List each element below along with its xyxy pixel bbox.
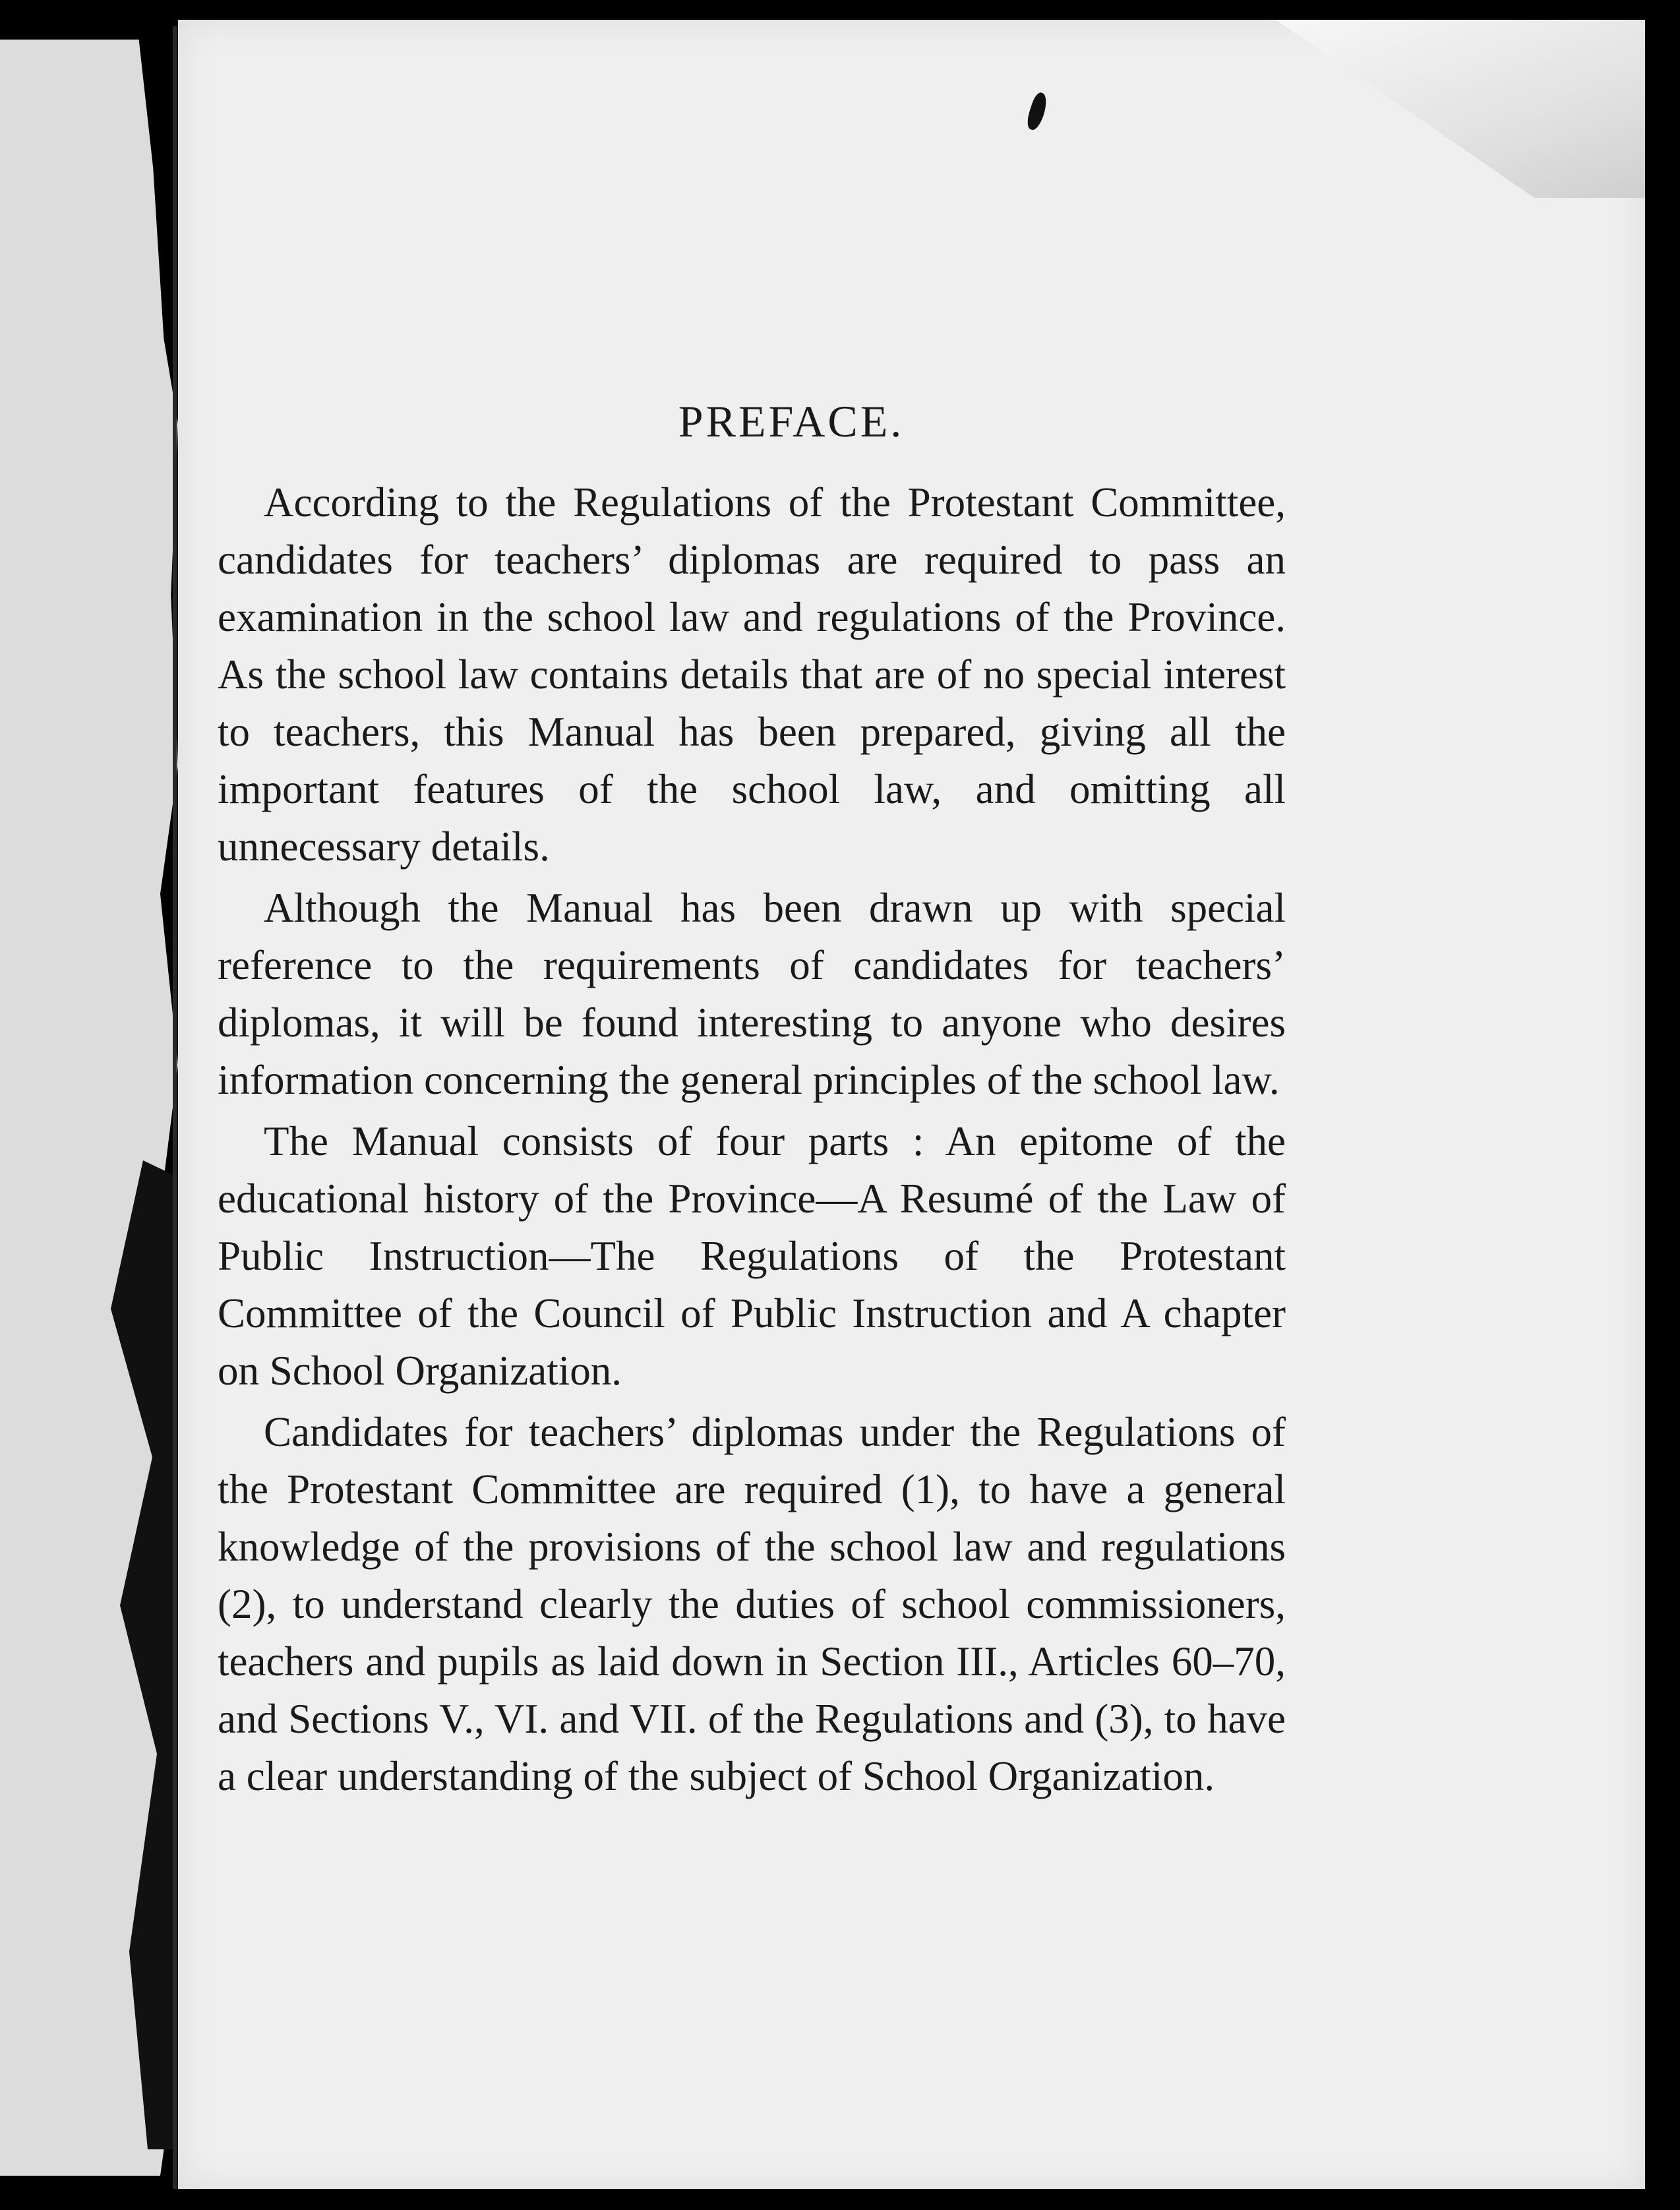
- paragraph: According to the Regulations of the Protestant Committee, candidates for teachers’ diplomas are required to pass an examination in the school law and regulations of the Province. As the school law contains details that are of no special interest to teachers, this Manual has been prepared, giving all the important features of the school law, and omitting all unnecessary details.: [218, 479, 1286, 870]
- paragraph: Although the Manual has been drawn up with special reference to the requirements of candidates for teachers’ diplomas, it will be found interesting to anyone who desires information concerning the general principles of the school law.: [218, 885, 1286, 1103]
- paragraph: Candidates for teachers’ diplomas under the Regulations of the Protestant Committee are required (1), to have a general knowledge of the provisions of the school law and regulations (2), to understand clearly the duties of school commissioners, teachers and pupils as laid down in Section III., Articles 60–70, and Sections V., VI. and VII. of the Regulations and (3), to have a clear understanding of the subject of School Organization.: [218, 1409, 1286, 1799]
- folded-corner: [1276, 20, 1645, 198]
- paragraph: The Manual consists of four parts : An epitome of the educational history of the Province—A Resumé of the Law of Public Instruction—The Regulations of the Protestant Committee of the Council of Public Instruction and A chapter on School Organization.: [218, 1118, 1286, 1394]
- preface-text-block: [218, 396, 1286, 1809]
- ink-mark: [1025, 91, 1050, 132]
- book-spine: [173, 26, 177, 2189]
- page-title: PREFACE.: [678, 396, 905, 446]
